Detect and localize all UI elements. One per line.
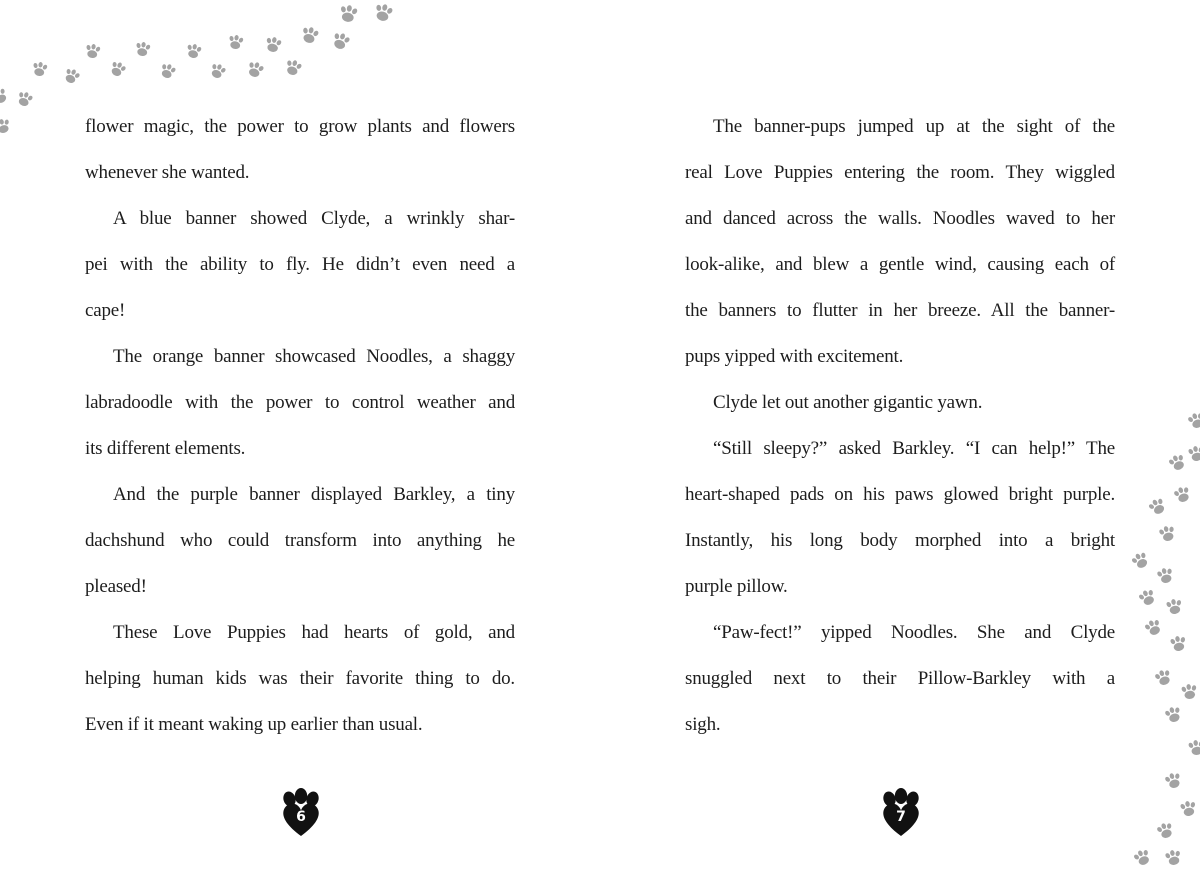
- right-page-number: 7: [896, 809, 906, 825]
- text-line: real Love Puppies entering the room. They wiggled: [685, 162, 1115, 183]
- paw-print-icon: [1177, 798, 1198, 818]
- text-line: flower magic, the power to grow plants and flowers: [85, 116, 515, 137]
- paw-print-icon: [1161, 769, 1184, 791]
- text-line: snuggled next to their Pillow-Barkley with a: [685, 668, 1115, 689]
- paw-print-icon: [133, 40, 153, 59]
- text-line: pei with the ability to fly. He didn’t even need a: [85, 254, 515, 275]
- paw-print-icon: [1135, 585, 1159, 608]
- text-line: dachshund who could transform into anything he: [85, 530, 515, 551]
- paw-print-icon: [1163, 596, 1184, 616]
- text-line: Even if it meant waking up earlier than usual.: [85, 714, 423, 735]
- paw-print-icon: [14, 88, 36, 109]
- text-line: look-alike, and blew a gentle wind, causing each of: [685, 254, 1115, 275]
- text-line: The orange banner showcased Noodles, a shaggy: [113, 346, 515, 367]
- paw-print-icon: [226, 33, 246, 52]
- paw-print-icon: [184, 41, 205, 60]
- paw-print-icon: [1170, 483, 1193, 505]
- paw-print-icon: [329, 29, 354, 53]
- text-line: Clyde let out another gigantic yawn.: [713, 392, 983, 413]
- text-line: These Love Puppies had hearts of gold, and: [113, 622, 515, 643]
- paw-print-icon: [0, 116, 14, 136]
- paw-print-icon: [1154, 564, 1176, 585]
- paw-print-icon: [370, 0, 395, 24]
- text-line: A blue banner showed Clyde, a wrinkly shar-: [113, 208, 515, 229]
- paw-print-icon: [1128, 548, 1153, 572]
- text-line: labradoodle with the power to control weather and: [85, 392, 515, 413]
- paw-print-icon: [336, 2, 360, 24]
- paw-print-icon: [1130, 845, 1154, 868]
- text-line: cape!: [85, 300, 126, 321]
- text-line: And the purple banner displayed Barkley, a tiny: [113, 484, 515, 505]
- paw-print-icon: [1185, 443, 1200, 463]
- paw-print-icon: [30, 60, 50, 79]
- text-line: pups yipped with excitement.: [685, 346, 904, 367]
- paw-print-icon: [1165, 450, 1189, 473]
- left-page-text: [85, 104, 515, 748]
- text-line: sigh.: [685, 714, 721, 735]
- right-page-number-paw-icon: [879, 788, 923, 838]
- paw-print-icon: [1179, 681, 1200, 700]
- text-line: helping human kids was their favorite thing to do.: [85, 668, 515, 689]
- text-line: pleased!: [85, 576, 147, 597]
- left-page-number-paw-icon: [279, 788, 323, 838]
- paw-print-icon: [157, 60, 179, 81]
- paw-print-icon: [1141, 615, 1165, 638]
- paw-print-icon: [1167, 633, 1188, 653]
- paw-print-icon: [107, 58, 130, 80]
- paw-print-icon: [243, 58, 266, 80]
- paw-print-icon: [61, 65, 84, 87]
- paw-print-icon: [1186, 737, 1200, 756]
- paw-print-icon: [83, 42, 103, 61]
- paw-heart-icon: [279, 788, 323, 838]
- text-line: Instantly, his long body morphed into a bright: [685, 530, 1115, 551]
- paw-print-icon: [1184, 409, 1200, 431]
- text-line: purple pillow.: [685, 576, 788, 597]
- paw-print-icon: [1145, 494, 1170, 518]
- text-line: and danced across the walls. Noodles waved to her: [685, 208, 1115, 229]
- paw-print-icon: [298, 24, 322, 47]
- text-line: “Still sleepy?” asked Barkley. “I can help!” The: [713, 438, 1115, 459]
- text-line: “Paw-fect!” yipped Noodles. She and Clyde: [713, 622, 1115, 643]
- text-line: The banner-pups jumped up at the sight of the: [713, 116, 1115, 137]
- right-page-text: [685, 104, 1115, 748]
- paw-print-icon: [1151, 666, 1174, 688]
- text-line: its different elements.: [85, 438, 246, 459]
- paw-print-icon: [1162, 847, 1184, 868]
- left-page-number: 6: [296, 809, 306, 825]
- paw-print-icon: [1156, 522, 1178, 543]
- paw-print-icon: [1153, 819, 1176, 841]
- text-line: the banners to flutter in her breeze. All the banner-: [685, 300, 1115, 321]
- paw-print-icon: [0, 85, 12, 108]
- text-line: heart-shaped pads on his paws glowed bright purple.: [685, 484, 1115, 505]
- paw-print-icon: [281, 56, 304, 78]
- paw-print-icon: [262, 34, 284, 55]
- paw-print-icon: [1161, 703, 1184, 725]
- text-line: whenever she wanted.: [85, 162, 250, 183]
- paw-heart-icon: [879, 788, 923, 838]
- paw-print-icon: [207, 60, 229, 81]
